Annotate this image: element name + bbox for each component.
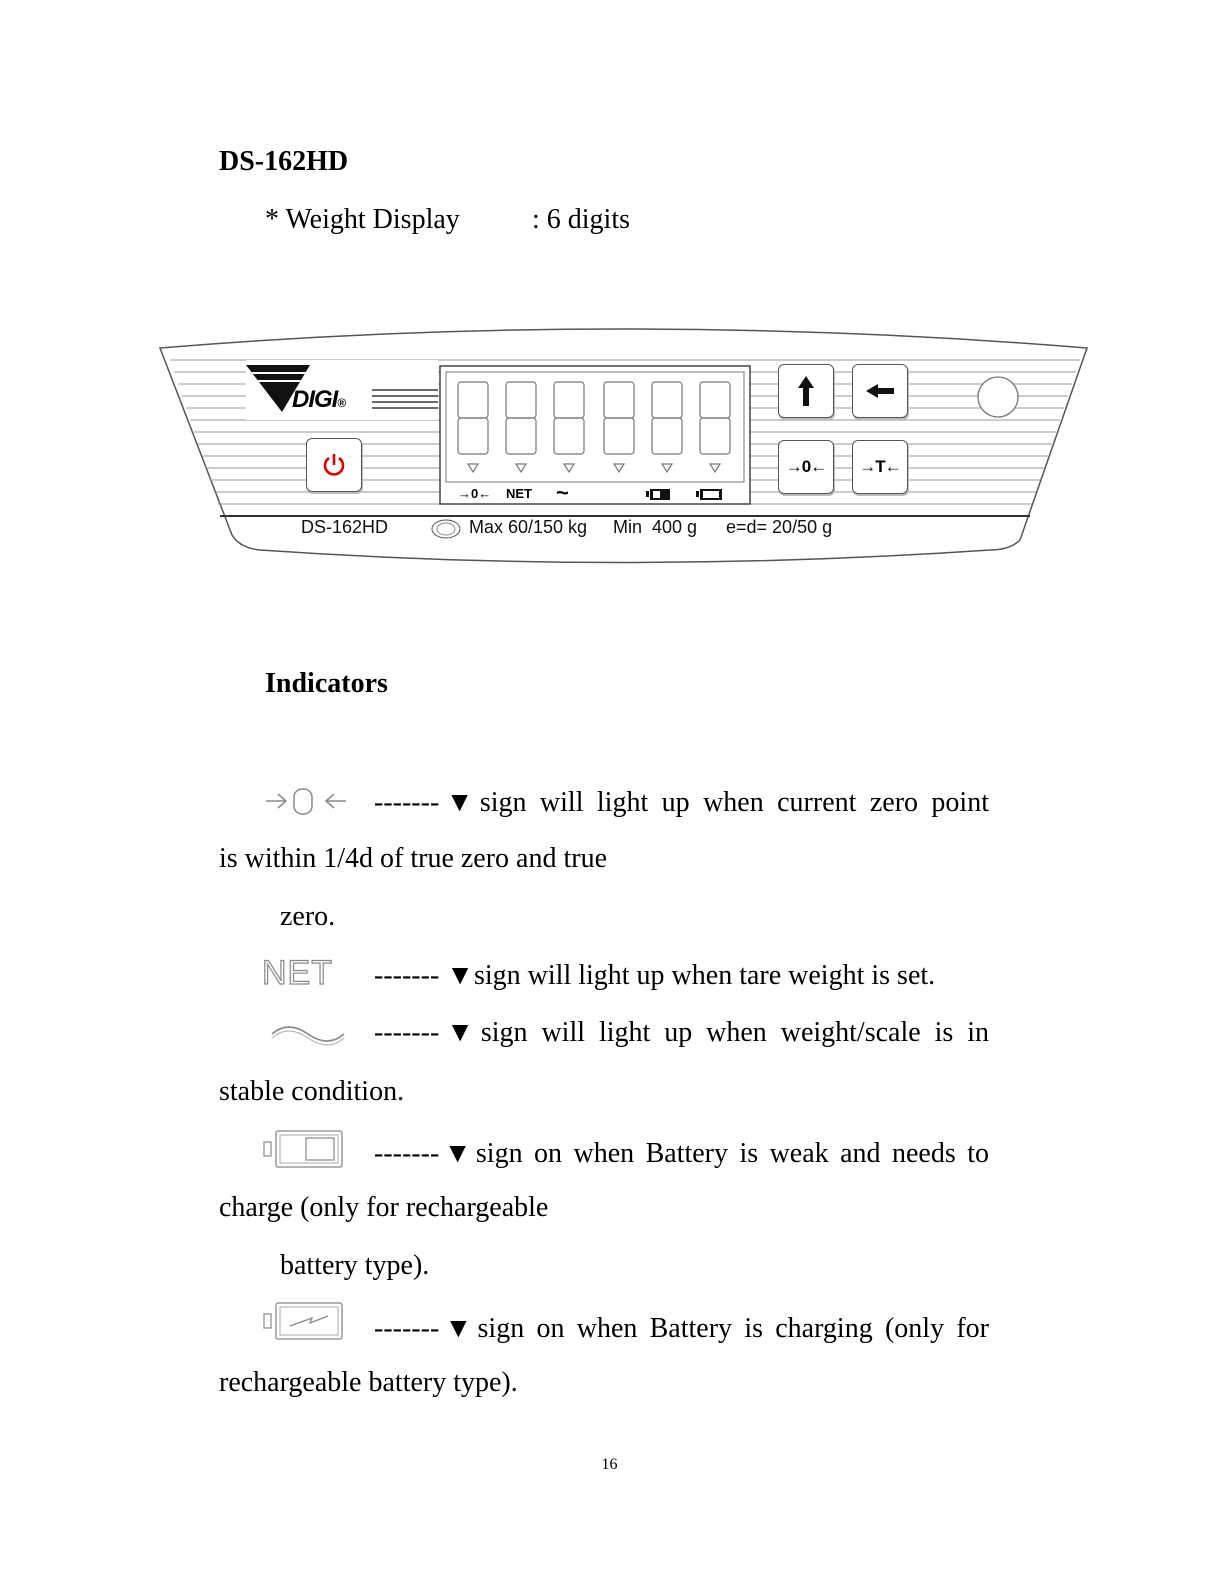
digit-1 [458, 382, 488, 472]
panel-max-label: Max 60/150 kg [469, 517, 588, 537]
model-heading: DS-162HD [219, 146, 349, 177]
indicator-stable-line1: -------▼sign will light up when weight/scale is in [374, 1017, 989, 1048]
indicator-zero-line2: is within 1/4d of true zero and true [219, 843, 608, 874]
spec-value: : 6 digits [532, 204, 631, 235]
spec-label: * Weight Display [265, 204, 460, 235]
brand-logo: DIGI® [292, 386, 346, 413]
zero-icon [262, 784, 350, 818]
zero-button[interactable]: →0← [778, 440, 834, 494]
net-icon: NET [262, 954, 333, 992]
up-arrow-button[interactable] [778, 364, 834, 418]
stable-icon [268, 1022, 348, 1048]
panel-ed-label: e=d= 20/50 g [726, 517, 833, 537]
legend-stable: ~ [556, 480, 569, 505]
digit-5 [652, 382, 682, 472]
indicator-battery-weak-line3: battery type). [280, 1250, 430, 1281]
scale-panel [150, 320, 1095, 570]
power-button[interactable] [306, 438, 362, 492]
arrow-left-icon [864, 382, 896, 400]
indicator-stable-line2: stable condition. [219, 1076, 405, 1107]
digit-display [446, 372, 744, 504]
arrow-up-icon [796, 374, 816, 408]
legend-battery-icons [646, 488, 726, 502]
power-icon [321, 452, 347, 478]
digit-6 [700, 382, 730, 472]
battery-charging-icon [262, 1300, 348, 1342]
metrology-mark-icon [430, 518, 462, 540]
indicator-battery-charging-line2: rechargeable battery type). [219, 1367, 518, 1398]
digit-4 [604, 382, 634, 472]
digit-3 [554, 382, 584, 472]
legend-net: NET [506, 486, 532, 501]
digit-2 [506, 382, 536, 472]
indicator-net-line1: ------- ▼sign will light up when tare weight is set. [374, 960, 936, 991]
indicators-heading: Indicators [265, 668, 388, 699]
panel-min-label: Min 400 g [613, 517, 698, 537]
indicator-zero-line3: zero. [280, 901, 336, 932]
indicator-battery-weak-line2: charge (only for rechargeable [219, 1192, 549, 1223]
left-arrow-button[interactable] [852, 364, 908, 418]
indicator-zero-line1: -------▼sign will light up when current zero point [374, 787, 989, 818]
page-number: 16 [601, 1456, 618, 1473]
panel-model-label: DS-162HD [301, 517, 389, 537]
battery-weak-icon [262, 1128, 348, 1170]
indicator-battery-charging-line1: -------▼sign on when Battery is charging (only for [374, 1313, 989, 1344]
tare-button[interactable]: →T← [852, 440, 908, 494]
legend-zero: →0← [458, 486, 492, 501]
indicator-battery-weak-line1: -------▼sign on when Battery is weak and needs to [374, 1138, 989, 1169]
